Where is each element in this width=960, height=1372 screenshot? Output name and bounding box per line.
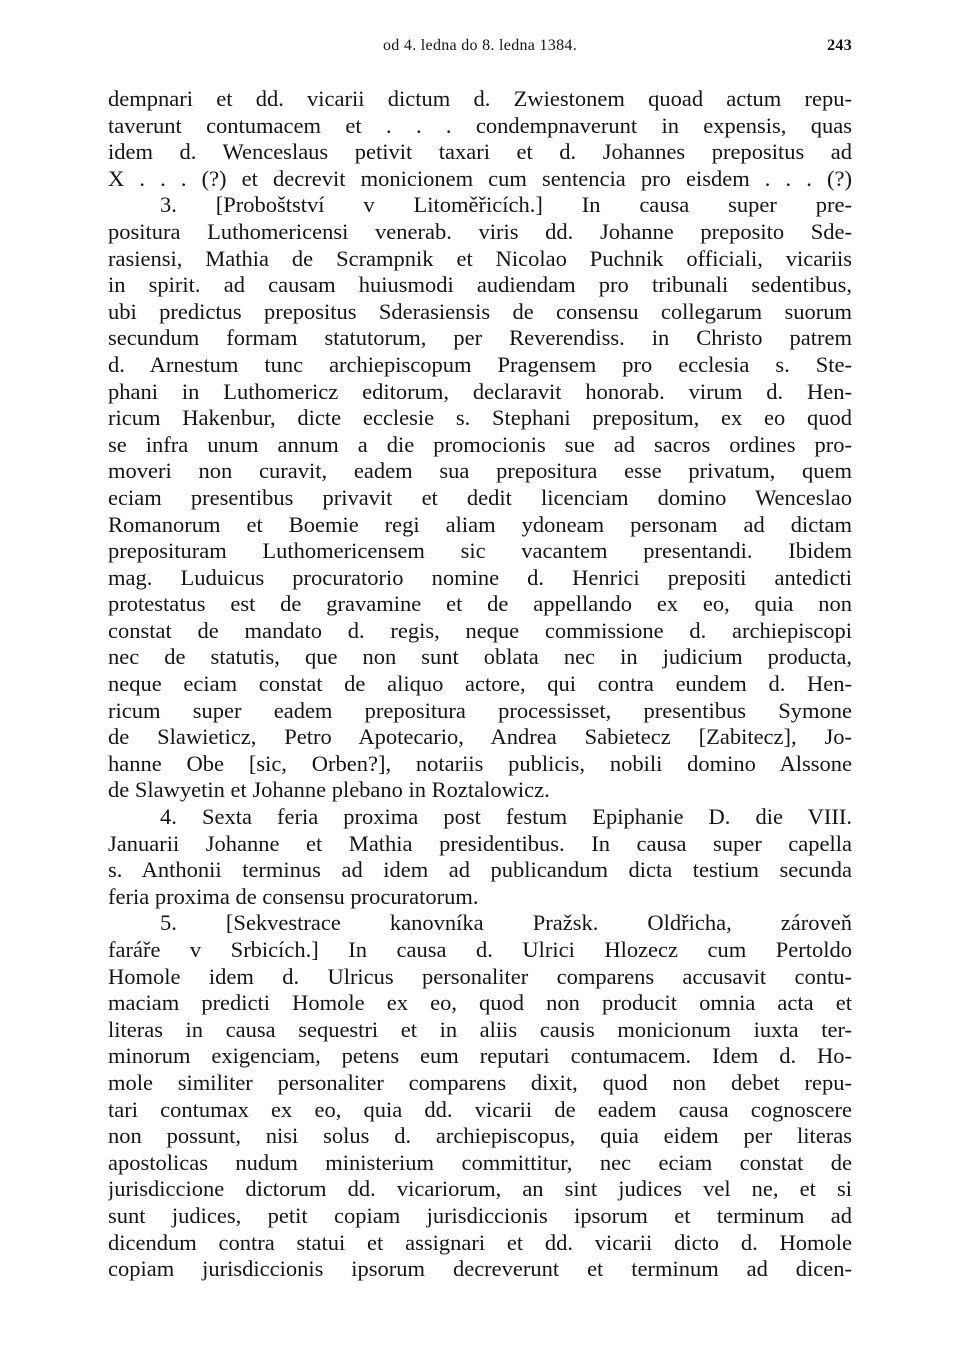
text-line: copiam jurisdiccionis ipsorum decreverunt et terminum ad dicen-: [108, 1256, 852, 1282]
text-line: eciam presentibus privavit et dedit licenciam domino Wenceslao: [108, 484, 852, 510]
text-line: ricum Hakenbur, dicte ecclesie s. Stephani prepositum, ex eo quod: [108, 405, 852, 431]
text-line: dempnari et dd. vicarii dictum d. Zwiestonem quoad actum repu-: [108, 86, 852, 111]
text-line: constat de mandato d. regis, neque commissione d. archiepiscopi: [108, 617, 852, 643]
running-title: od 4. ledna do 8. ledna 1384.: [383, 37, 577, 54]
text-line: hanne Obe [sic, Orben?], notariis publicis, nobili domino Alssone: [108, 750, 852, 776]
text-line: idem d. Wenceslaus petivit taxari et d. Johannes prepositus ad: [108, 139, 852, 165]
text-line: Januarii Johanne et Mathia presidentibus. In causa super capella: [108, 830, 852, 856]
text-line: tari contumax ex eo, quia dd. vicarii de eadem causa cognoscere: [108, 1096, 852, 1122]
text-line: sunt judices, petit copiam jurisdiccionis ipsorum et terminum ad: [108, 1202, 852, 1228]
body-text: [108, 86, 852, 1283]
text-line: taverunt contumacem et . . . condempnaverunt in expensis, quas: [108, 112, 852, 138]
text-line: nec de statutis, que non sunt oblata nec in judicium producta,: [108, 644, 852, 670]
text-line: X . . . (?) et decrevit monicionem cum sentencia pro eisdem . . . (?): [108, 165, 852, 191]
running-header: [108, 37, 852, 59]
text-line: jurisdiccione dictorum dd. vicariorum, an sint judices vel ne, et si: [108, 1176, 852, 1202]
text-line: in spirit. ad causam huiusmodi audiendam pro tribunali sedentibus,: [108, 272, 852, 298]
page-number: 243: [827, 37, 852, 54]
text-line: neque eciam constat de aliquo actore, qui contra eundem d. Hen-: [108, 671, 852, 697]
text-line: Homole idem d. Ulricus personaliter comparens accusavit contu-: [108, 963, 852, 989]
text-line: ubi predictus prepositus Sderasiensis de consensu collegarum suorum: [108, 298, 852, 324]
text-line: de Slawyetin et Johanne plebano in Roztalowicz.: [108, 777, 550, 803]
text-line: phani in Luthomericz editorum, declaravit honorab. virum d. Hen-: [108, 378, 852, 404]
text-line: protestatus est de gravamine et de appellando ex eo, quia non: [108, 591, 852, 617]
text-line: moveri non curavit, eadem sua prepositura esse privatum, quem: [108, 458, 852, 484]
text-line: Romanorum et Boemie regi aliam ydoneam personam ad dictam: [108, 511, 852, 537]
text-line: de Slawieticz, Petro Apotecario, Andrea Sabietecz [Zabitecz], Jo-: [108, 724, 852, 750]
text-line: maciam predicti Homole ex eo, quod non producit omnia acta et: [108, 990, 852, 1016]
text-line: minorum exigenciam, petens eum reputari contumacem. Idem d. Ho-: [108, 1043, 852, 1069]
text-line: positura Luthomericensi venerab. viris dd. Johanne preposito Sde-: [108, 218, 852, 244]
text-line: ricum super eadem prepositura processisset, presentibus Symone: [108, 697, 852, 723]
text-line: 3. [Proboštství v Litoměřicích.] In causa super pre-: [160, 192, 852, 218]
text-line: dicendum contra statui et assignari et dd. vicarii dicto d. Homole: [108, 1229, 852, 1255]
text-line: se infra unum annum a die promocionis sue ad sacros ordines pro-: [108, 431, 852, 457]
text-line: apostolicas nudum ministerium committitur, nec eciam constat de: [108, 1149, 852, 1175]
text-line: 5. [Sekvestrace kanovníka Pražsk. Oldřicha, zároveň: [160, 910, 852, 936]
text-line: literas in causa sequestri et in aliis causis monicionum iuxta ter-: [108, 1016, 852, 1042]
text-line: mag. Luduicus procuratorio nomine d. Henrici prepositi antedicti: [108, 564, 852, 590]
text-line: preposituram Luthomericensem sic vacantem presentandi. Ibidem: [108, 538, 852, 564]
text-line: non possunt, nisi solus d. archiepiscopus, quia eidem per literas: [108, 1123, 852, 1149]
text-line: feria proxima de consensu procuratorum.: [108, 883, 479, 909]
text-line: d. Arnestum tunc archiepiscopum Pragensem pro ecclesia s. Ste-: [108, 351, 852, 377]
text-line: mole similiter personaliter comparens dixit, quod non debet repu-: [108, 1069, 852, 1095]
text-line: secundum formam statutorum, per Reverendiss. in Christo patrem: [108, 325, 852, 351]
text-line: faráře v Srbicích.] In causa d. Ulrici Hlozecz cum Pertoldo: [108, 937, 852, 962]
text-line: rasiensi, Mathia de Scrampnik et Nicolao Puchnik officiali, vicariis: [108, 245, 852, 271]
text-line: s. Anthonii terminus ad idem ad publicandum dicta testium secunda: [108, 857, 852, 883]
text-line: 4. Sexta feria proxima post festum Epiphanie D. die VIII.: [160, 804, 852, 830]
